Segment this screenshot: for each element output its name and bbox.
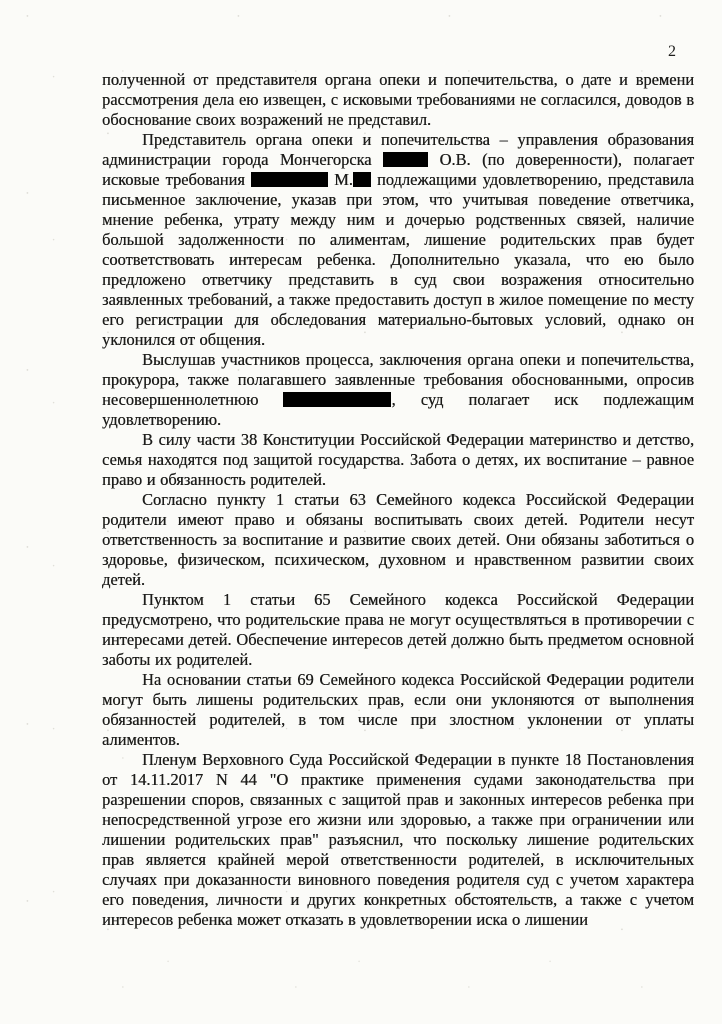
paragraph: Пунктом 1 статьи 65 Семейного кодекса Российской Федерации предусмотрено, что родительские права не могут осуществляться в противоречии с интересами детей. Обеспечение интересов детей должно быть предметом основной заботы их родителей. <box>102 590 694 669</box>
redaction-bar <box>353 172 371 187</box>
paragraph: Согласно пункту 1 статьи 63 Семейного кодекса Российской Федерации родители имеют право и обязаны воспитывать своих детей. Родители несут ответственность за воспитание и развитие своих детей. Они обязаны заботиться о здоровье, физическом, психическом, духовном и нравственном развитии своих детей. <box>102 490 694 589</box>
paragraph: Пленум Верховного Суда Российской Федерации в пункте 18 Постановления от 14.11.2017 N 44 "О практике применения судами законодательства при разрешении споров, связанных с защитой прав и законных интересов ребенка при непосредственной угрозе его жизни или здоровью, а также при ограничении или лишении родительских прав" разъяснил, что поскольку лишение родительских прав является крайней мерой ответственности родителей, в исключительных случаях при доказанности виновного поведения родителя суд с учетом характера его поведения, личности и других конкретных обстоятельств, а также с учетом интересов ребенка может отказать в удовлетворении иска о лишении <box>102 750 694 929</box>
redaction-bar <box>251 172 328 187</box>
paragraph: полученной от представителя органа опеки и попечительства, о дате и времени рассмотрения дела ею извещен, с исковыми требованиями не согласился, доводов в обоснование своих возражений не представил. <box>102 70 694 129</box>
paragraph: На основании статьи 69 Семейного кодекса Российской Федерации родители могут быть лишены родительских прав, если они уклоняются от выполнения обязанностей родителей, в том числе при злостном уклонении от уплаты алиментов. <box>102 670 694 749</box>
redaction-bar <box>383 152 428 167</box>
paragraph: В силу части 38 Конституции Российской Федерации материнство и детство, семья находятся под защитой государства. Забота о детях, их воспитание – равное право и обязанность родителей. <box>102 430 694 489</box>
paragraph: Выслушав участников процесса, заключения органа опеки и попечительства, прокурора, также полагавшего заявленные требования обоснованными, опросив несовершеннолетнюю , суд полагает иск подлежащим удовлетворению. <box>102 350 694 429</box>
document-body <box>102 70 694 930</box>
redaction-bar <box>283 392 391 407</box>
page-number: 2 <box>668 43 676 60</box>
paragraph: Представитель органа опеки и попечительства – управления образования администрации города Мончегорска О.В. (по доверенности), полагает исковые требования М. подлежащими удовлетворению, представила письменное заключение, указав при этом, что учитывая поведение ответчика, мнение ребенка, утрату между ним и дочерью родственных связей, наличие большой задолженности по алиментам, лишение родительских прав будет соответствовать интересам ребенка. Дополнительно указала, что ею было предложено ответчику представить в суд свои возражения относительно заявленных требований, а также предоставить доступ в жилое помещение по месту его регистрации для обследования материально-бытовых условий, однако он уклонился от общения. <box>102 130 694 349</box>
